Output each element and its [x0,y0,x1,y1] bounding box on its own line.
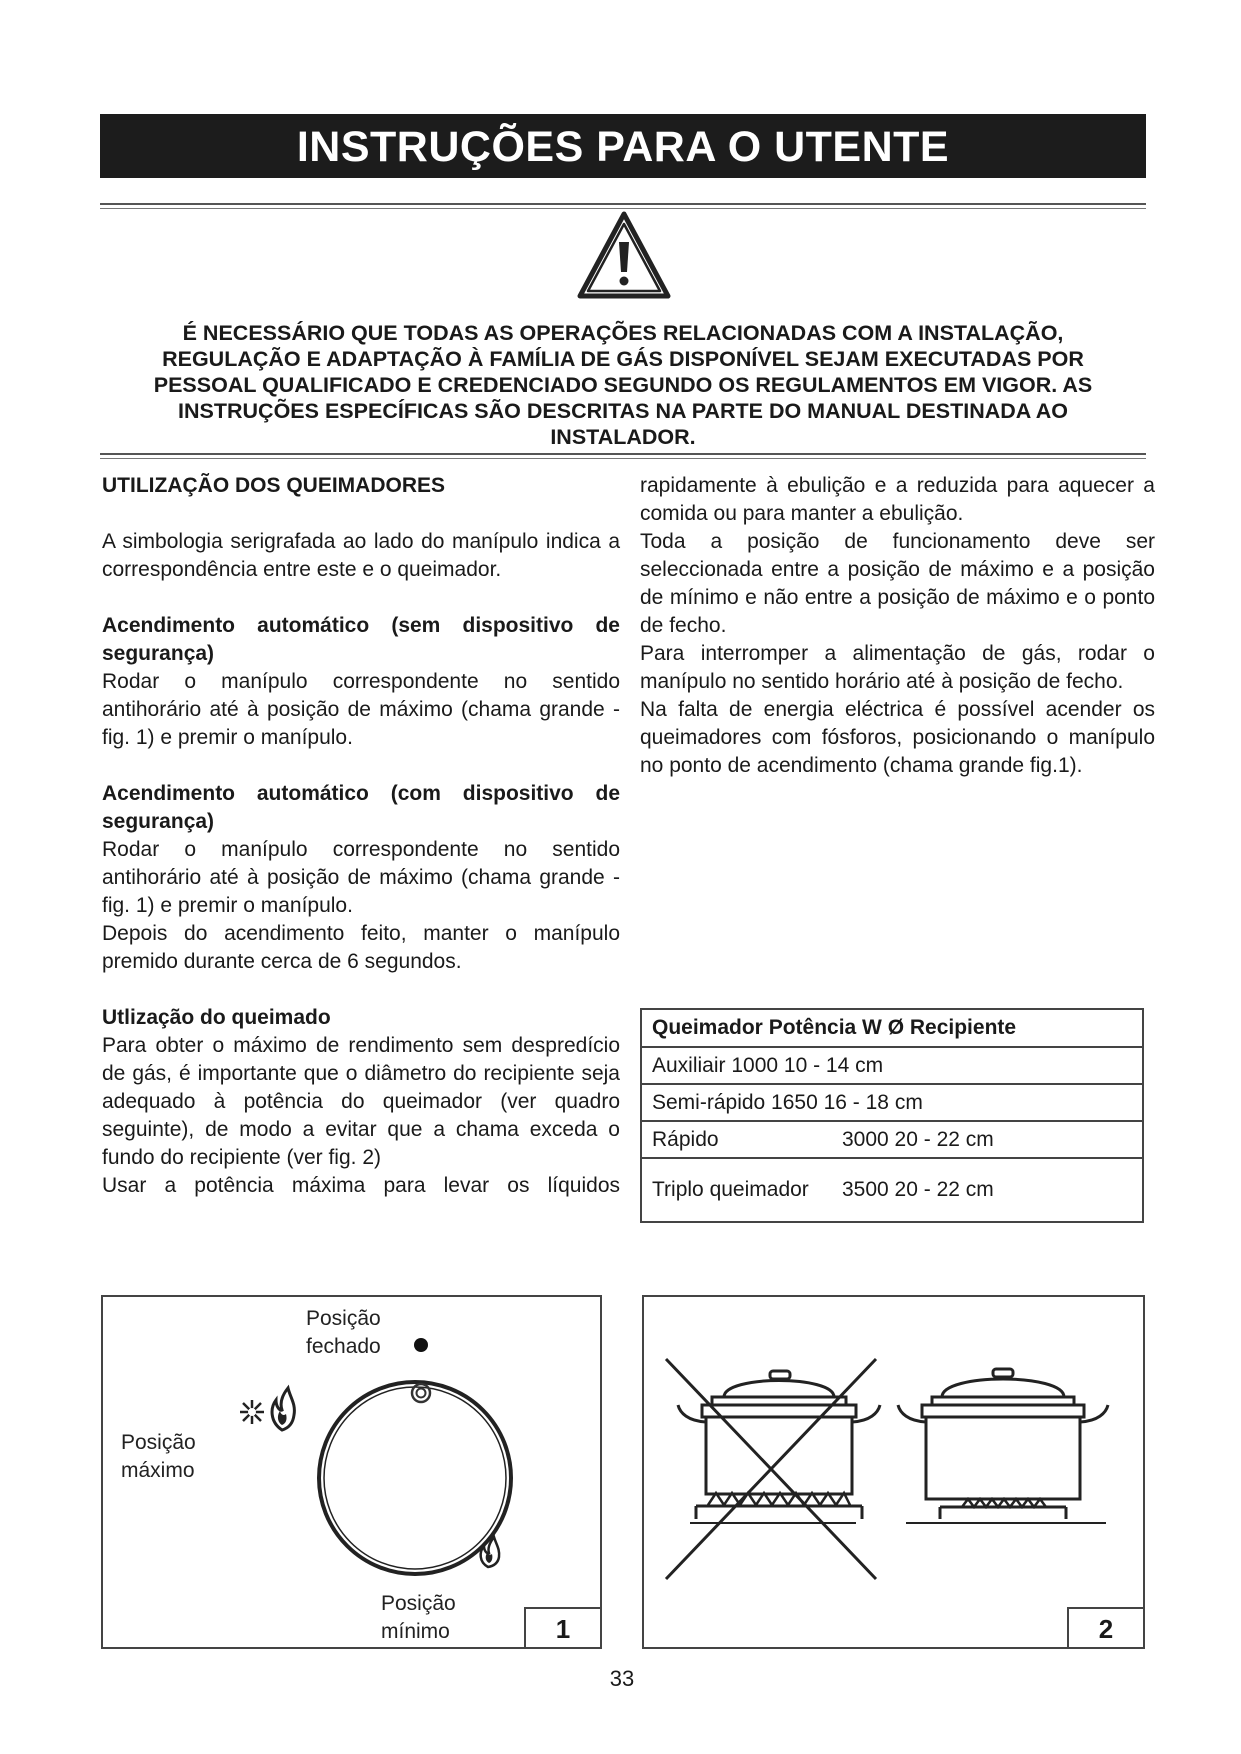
right-column [640,472,1155,780]
large-flame-icon [272,1388,294,1430]
table-row [641,1121,1143,1158]
intro-paragraph: A simbologia serigrafada ao lado do manípulo indica a correspondência entre este e o queimador. [102,530,620,581]
divider [100,208,1146,209]
table-cell: Auxiliair 1000 10 - 14 cm [641,1047,1143,1084]
figure-number: 2 [1067,1607,1143,1647]
auto-no-safety-heading: Acendimento automático (sem dispositivo de segurança) [102,614,620,665]
table-row [641,1158,1143,1222]
figure-number: 1 [524,1607,600,1647]
table-header-row [641,1009,1143,1047]
burner-use-text: Para obter o máximo de rendimento sem despredício de gás, é importante que o diâmetro do recipiente seja adequado à potência do queimador (ver quadro seguinte), de modo a evitar que a chama exceda o fundo do recipiente (ver fig. 2) [102,1034,620,1169]
table-cell: 3500 20 - 22 cm [832,1158,1143,1222]
table-header: Queimador Potência W Ø Recipiente [641,1009,1143,1047]
table-row [641,1084,1143,1121]
incorrect-pot-icon [678,1371,880,1523]
auto-no-safety-text: Rodar o manípulo correspondente no sentido antihorário até à posição de máximo (chama grande - fig. 1) e premir o manípulo. [102,670,620,749]
section-heading: UTILIZAÇÃO DOS QUEIMADORES [102,474,446,497]
table-cell: Rápido [641,1121,832,1158]
divider [100,453,1146,455]
page-number: 33 [609,1666,635,1691]
left-column [102,472,620,1200]
table-cell: Triplo queimador [641,1158,832,1222]
burner-table [640,1008,1144,1223]
table-row [641,1047,1143,1084]
table-cell: 3000 20 - 22 cm [832,1121,1143,1158]
page-title: INSTRUÇÕES PARA O UTENTE [100,114,1146,178]
max-position-label: Posição máximo [121,1431,196,1482]
cross-icon [666,1359,876,1579]
figure-1-knob [101,1295,602,1649]
warning-text: É NECESSÁRIO QUE TODAS AS OPERAÇÕES RELACIONADAS COM A INSTALAÇÃO, REGULAÇÃO E ADAPTAÇÃO À FAMÍLIA DE GÁS DISPONÍVEL SEJAM EXECUTADAS POR PESSOAL QUALIFICADO E CREDENCIADO SEGUNDO OS REGULAMENTOS EM VIGOR. AS INSTRUÇÕES ESPECÍFICAS SÃO DESCRITAS NA PARTE DO MANUAL DESTINADA AO INSTALADOR. [153,321,1093,449]
auto-with-safety-heading: Acendimento automático (com dispositivo de segurança) [102,782,620,833]
burner-use-text-2: Usar a potência máxima para levar os líquidos [102,1174,620,1197]
burner-use-heading: Utlização do queimado [102,1006,331,1029]
closed-position-label: Posição fechado [306,1307,381,1358]
auto-with-safety-text: Rodar o manípulo correspondente no sentido antihorário até à posição de máximo (chama grande - fig. 1) e premir o manípulo. [102,838,620,917]
right-paragraph-4: Na falta de energia eléctrica é possível acender os queimadores com fósforos, posicionando o manípulo no ponto de acendimento (chama grande fig.1). [640,698,1155,777]
warning-triangle-icon [576,210,672,300]
flame-zigzag-icon [708,1493,850,1505]
min-position-label: Posição mínimo [381,1592,456,1643]
right-paragraph-2: Toda a posição de funcionamento deve ser seleccionada entre a posição de máximo e a posição de mínimo e não entre a posição de máximo e o ponto de fecho. [640,530,1155,637]
small-flame-icon [481,1537,500,1567]
figure-2-pot-sizing [642,1295,1145,1649]
auto-with-safety-text-2: Depois do acendimento feito, manter o manípulo premido durante cerca de 6 segundos. [102,922,620,973]
pot-diagram [644,1297,1143,1647]
divider [100,203,1146,205]
table-cell: Semi-rápido 1650 16 - 18 cm [641,1084,1143,1121]
divider [100,458,1146,459]
right-paragraph-3: Para interromper a alimentação de gás, rodar o manípulo no sentido horário até à posição de fecho. [640,642,1155,693]
right-paragraph-1: rapidamente à ebulição e a reduzida para aquecer a comida ou para manter a ebulição. [640,474,1155,525]
